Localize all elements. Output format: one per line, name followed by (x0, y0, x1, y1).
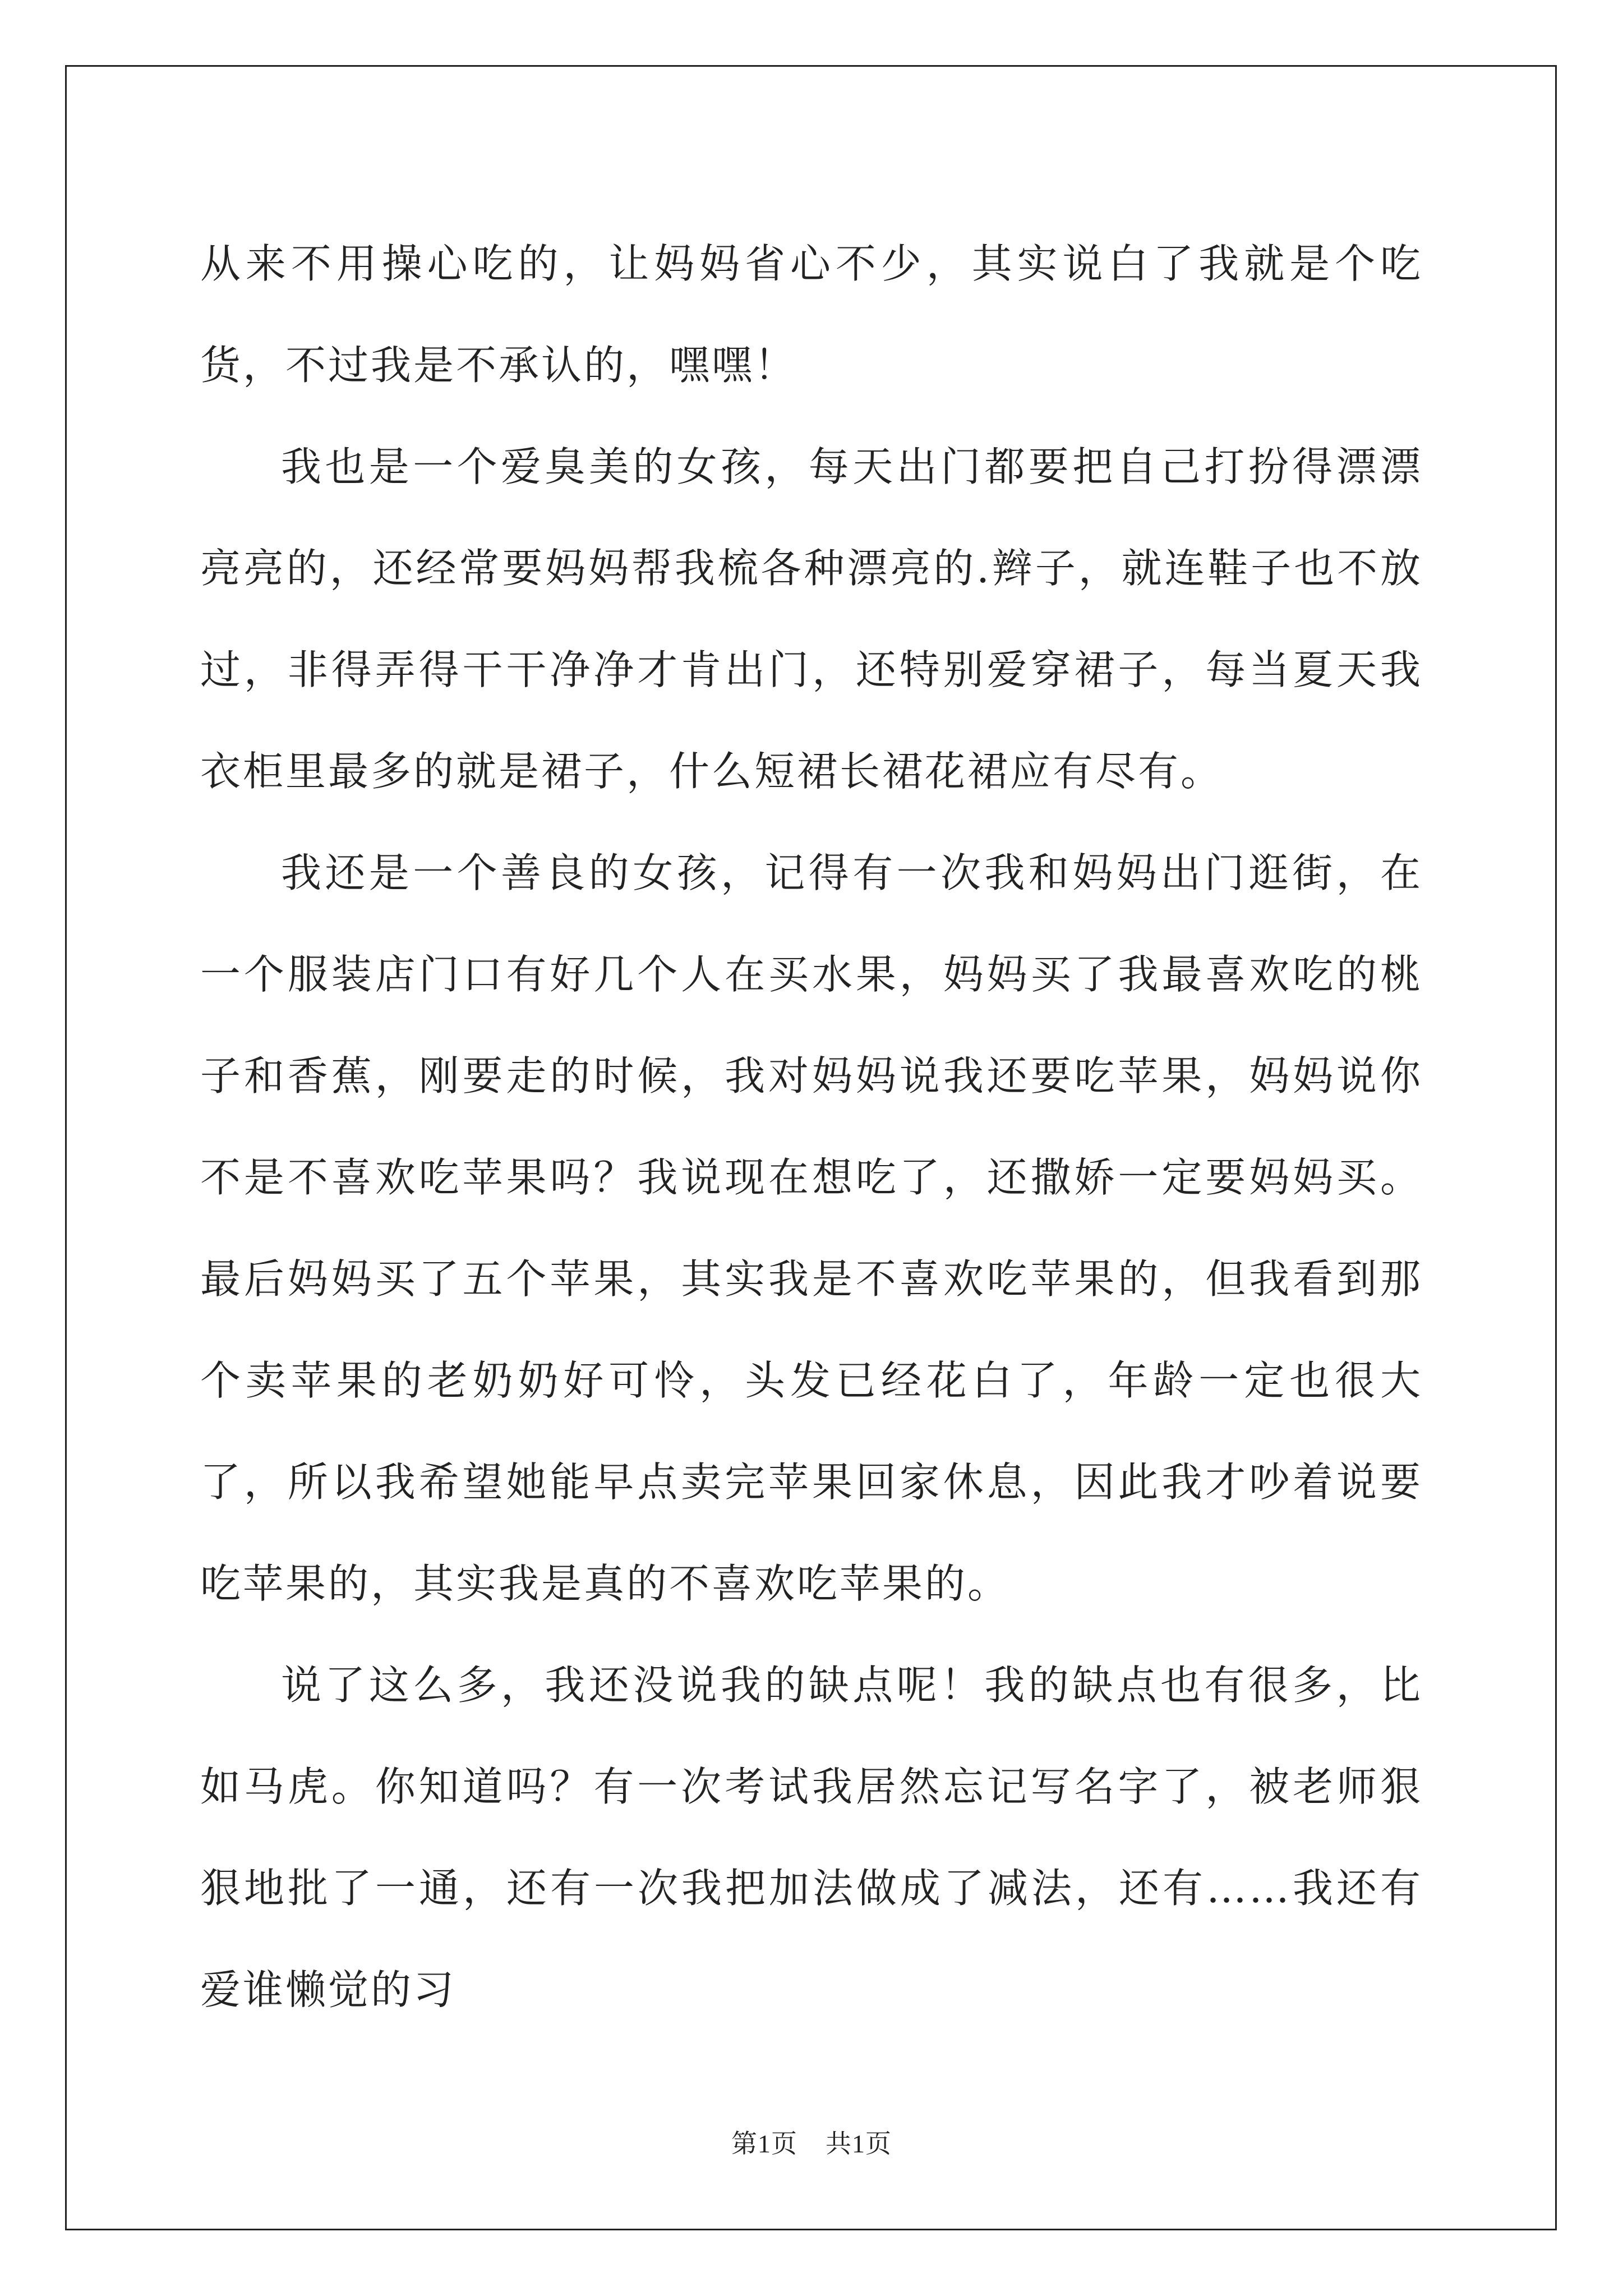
paragraph-1: 从来不用操心吃的，让妈妈省心不少，其实说白了我就是个吃货，不过我是不承认的，嘿嘿！ (200, 240, 1423, 389)
paragraph-3: 我还是一个善良的女孩，记得有一次我和妈妈出门逛街，在一个服装店门口有好几个人在买水果，妈妈买了我最喜欢吃的桃子和香蕉，刚要走的时候，我对妈妈说我还要吃苹果，妈妈说你不是不喜欢吃苹果吗？我说现在想吃了，还撒娇一定要妈妈买。最后妈妈买了五个苹果，其实我是不喜欢吃苹果的，但我看到那个卖苹果的老奶奶好可怜，头发已经花白了，年龄一定也很大了，所以我希望她能早点卖完苹果回家休息，因此我才吵着说要吃苹果的，其实我是真的不喜欢吃苹果的。 (200, 849, 1423, 1607)
paragraph-4: 说了这么多，我还没说我的缺点呢！我的缺点也有很多，比如马虎。你知道吗？有一次考试我居然忘记写名字了，被老师狠狠地批了一通，还有一次我把加法做成了减法，还有……我还有爱谁懒觉的习 (200, 1662, 1423, 2013)
document-body (200, 213, 1423, 2041)
page-footer (0, 2123, 1623, 2160)
page-number: 第1页 (731, 2129, 797, 2158)
paragraph-2: 我也是一个爱臭美的女孩，每天出门都要把自己打扮得漂漂亮亮的，还经常要妈妈帮我梳各种漂亮的.辫子，就连鞋子也不放过，非得弄得干干净净才肯出门，还特别爱穿裙子，每当夏天我衣柜里最多的就是裙子，什么短裙长裙花裙应有尽有。 (200, 443, 1423, 795)
page-total: 共1页 (826, 2129, 892, 2158)
